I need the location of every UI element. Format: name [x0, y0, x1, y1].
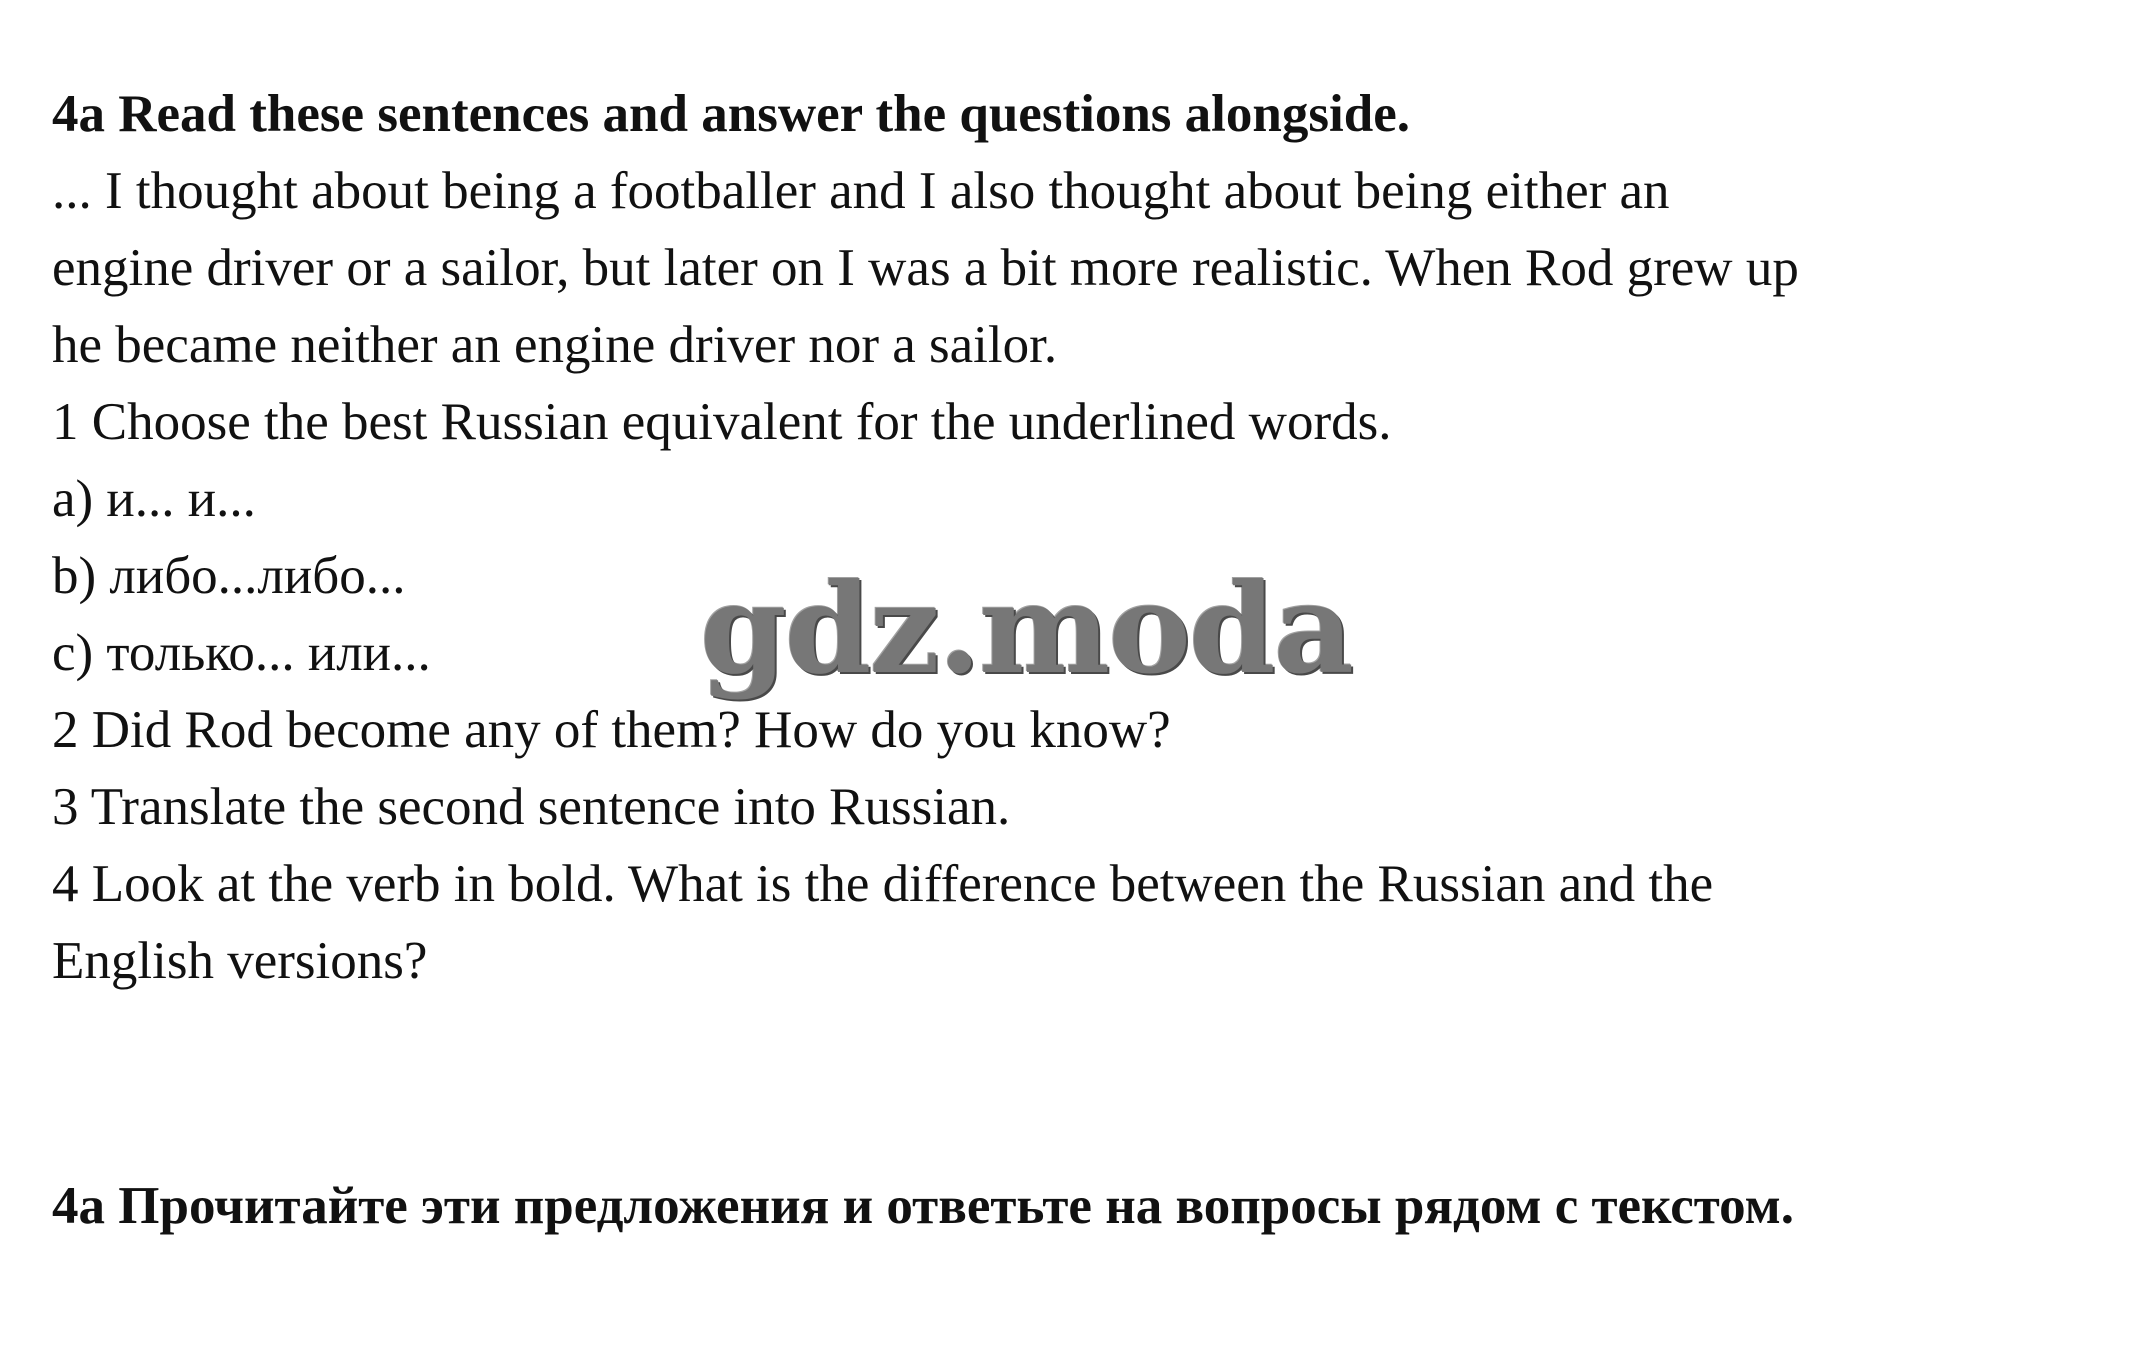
passage-line-2: engine driver or a sailor, but later on I was a bit more realistic. When Rod grew up: [52, 239, 1799, 297]
passage-line-3: he became neither an engine driver nor a sailor.: [52, 316, 1058, 374]
question-1: 1 Choose the best Russian equivalent for the underlined words.: [52, 393, 1392, 451]
watermark-logo: gdz.moda: [700, 557, 1352, 702]
question-2: 2 Did Rod become any of them? How do you know?: [52, 701, 1171, 759]
question-3: 3 Translate the second sentence into Russian.: [52, 778, 1011, 836]
question-4-line-1: 4 Look at the verb in bold. What is the difference between the Russian and the: [52, 855, 1714, 913]
option-a: a) и... и...: [52, 470, 256, 528]
heading-russian: 4a Прочитайте эти предложения и ответьте на вопросы рядом с текстом.: [52, 1177, 1794, 1235]
option-b: b) либо...либо...: [52, 547, 406, 605]
question-4-line-2: English versions?: [52, 932, 428, 990]
passage-line-1: ... I thought about being a footballer and I also thought about being either an: [52, 162, 1670, 220]
option-c: c) только... или...: [52, 624, 431, 682]
heading-english: 4a Read these sentences and answer the questions alongside.: [52, 85, 1410, 143]
